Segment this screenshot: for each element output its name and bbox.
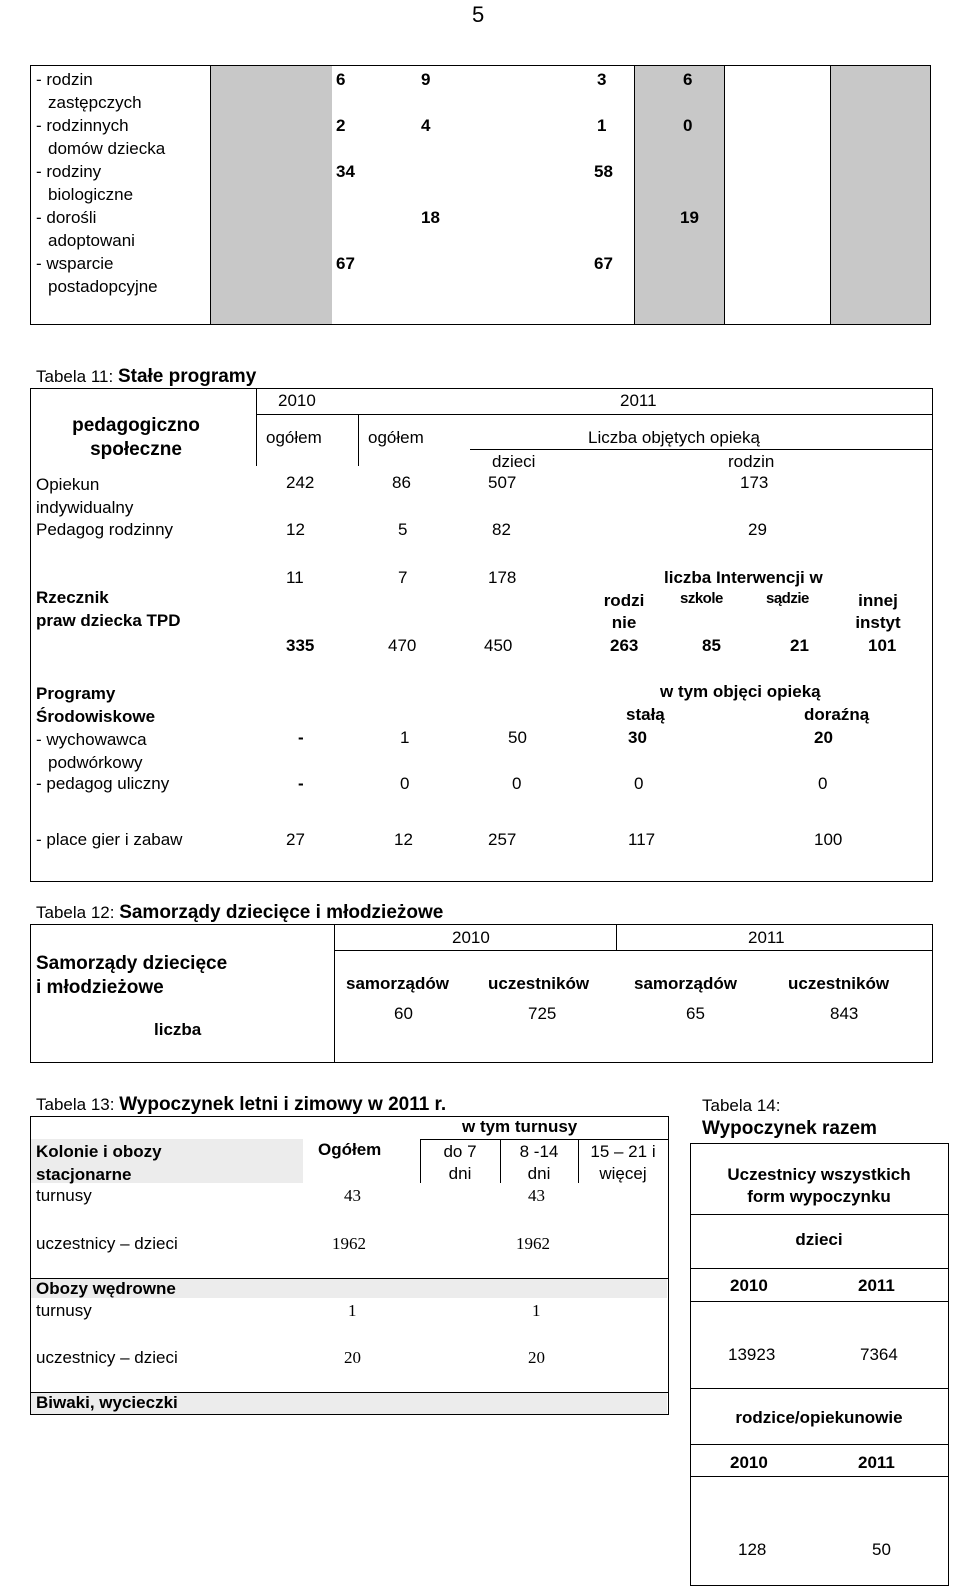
cell-value: 7 bbox=[398, 568, 408, 587]
head-line: społeczne bbox=[90, 439, 182, 460]
label-line: Kolonie i obozy bbox=[36, 1142, 162, 1161]
cell-value: 507 bbox=[488, 473, 517, 492]
cell-value: - bbox=[298, 728, 304, 747]
label-line: Rzecznik bbox=[36, 588, 109, 607]
label-line: - wychowawca bbox=[36, 730, 147, 749]
kolonie-label bbox=[36, 1140, 162, 1186]
cell-value: - bbox=[298, 774, 304, 793]
cell-value: 100 bbox=[814, 830, 843, 849]
cell-value: 0 bbox=[818, 774, 828, 793]
col-rodzinie bbox=[596, 590, 652, 634]
t12-liczba: liczba bbox=[154, 1020, 202, 1039]
cell-value: 85 bbox=[702, 636, 721, 655]
label-line: Uczestnicy wszystkich bbox=[727, 1165, 911, 1184]
label-line: Środowiskowe bbox=[36, 707, 156, 726]
label-line: dni bbox=[527, 1164, 551, 1183]
label-line: podwórkowy bbox=[48, 753, 143, 772]
cell-value: 27 bbox=[286, 830, 305, 849]
cell-value: 11 bbox=[286, 568, 304, 587]
objeci-opieka: w tym objęci opieką bbox=[660, 682, 821, 701]
year-cell: 2010 bbox=[730, 1453, 768, 1472]
head-line: pedagogiczno bbox=[72, 415, 200, 436]
label-line: 8 -14 bbox=[519, 1142, 559, 1161]
cell-value: 450 bbox=[484, 636, 513, 655]
cell-value: 13923 bbox=[728, 1345, 776, 1364]
t12-caption bbox=[36, 902, 443, 924]
label: domów dziecka bbox=[48, 139, 166, 158]
caption-title: Wypoczynek razem bbox=[702, 1118, 877, 1139]
liczba-objetych: Liczba objętych opieką bbox=[588, 428, 761, 447]
cell-value: 43 bbox=[344, 1186, 361, 1205]
t13-caption bbox=[36, 1094, 446, 1116]
caption-title: Stałe programy bbox=[117, 366, 257, 387]
col-header: uczestników bbox=[488, 974, 590, 993]
label-line: więcej bbox=[599, 1164, 647, 1183]
label-line: innej bbox=[858, 591, 898, 610]
year-2010: 2010 bbox=[452, 928, 490, 947]
cell-value: 3 bbox=[597, 70, 607, 89]
label: - wsparcie bbox=[36, 254, 114, 273]
row-turnusy: turnusy bbox=[36, 1301, 92, 1320]
col-rodzin: rodzin bbox=[728, 452, 775, 471]
col-header: samorządów bbox=[634, 974, 737, 993]
caption-prefix: Tabela 11: bbox=[36, 367, 114, 386]
year-2011: 2011 bbox=[748, 928, 785, 947]
col-do7 bbox=[420, 1141, 500, 1185]
gray-cell bbox=[210, 66, 332, 324]
cell-value: 20 bbox=[344, 1348, 361, 1367]
label: - rodziny bbox=[36, 162, 102, 181]
rodzice-header: rodzice/opiekunowie bbox=[735, 1408, 903, 1427]
col-stala: stałą bbox=[626, 705, 665, 724]
cell-value: 1962 bbox=[516, 1234, 550, 1253]
cell-value: 65 bbox=[686, 1004, 705, 1023]
cell-value: 58 bbox=[594, 162, 613, 181]
t11-caption bbox=[36, 366, 256, 388]
label-line: rodzi bbox=[603, 591, 645, 610]
cell-value: 0 bbox=[683, 116, 693, 135]
cell-value: 20 bbox=[528, 1348, 545, 1367]
label-line: praw dziecka TPD bbox=[36, 611, 181, 630]
cell-value: 0 bbox=[512, 774, 522, 793]
col-innej bbox=[848, 590, 908, 634]
cell-value: 178 bbox=[488, 568, 517, 587]
uczestnicy-header bbox=[690, 1164, 948, 1208]
cell-value: 257 bbox=[488, 830, 517, 849]
col-8-14 bbox=[500, 1141, 578, 1185]
cell-value: 29 bbox=[748, 520, 767, 539]
cell-value: 128 bbox=[738, 1540, 767, 1559]
cell-value: 34 bbox=[336, 162, 355, 181]
cell-value: 60 bbox=[394, 1004, 413, 1023]
label: - rodzinnych bbox=[36, 116, 129, 135]
cell-value: 1 bbox=[532, 1301, 541, 1320]
label: zastępczych bbox=[48, 93, 142, 112]
label-line: form wypoczynku bbox=[747, 1187, 891, 1206]
label-line: do 7 bbox=[443, 1142, 477, 1161]
dzieci-header: dzieci bbox=[795, 1230, 843, 1249]
year-2010: 2010 bbox=[278, 391, 316, 410]
head-line: i młodzieżowe bbox=[36, 977, 164, 998]
cell-value: 1 bbox=[597, 116, 607, 135]
col-szkole: szkole bbox=[680, 590, 723, 607]
cell-value: 20 bbox=[814, 728, 833, 747]
t14-caption bbox=[702, 1096, 877, 1140]
caption-prefix: Tabela 13: bbox=[36, 1095, 115, 1114]
cell-value: 101 bbox=[868, 636, 897, 655]
caption-prefix: Tabela 14: bbox=[702, 1096, 781, 1115]
label-line: stacjonarne bbox=[36, 1165, 132, 1184]
col-dorazna: doraźną bbox=[804, 705, 870, 724]
year-cell: 2010 bbox=[730, 1276, 768, 1295]
label: - rodzin bbox=[36, 70, 93, 89]
label: - dorośli bbox=[36, 208, 97, 227]
cell-value: 173 bbox=[740, 473, 769, 492]
label-line: indywidualny bbox=[36, 498, 134, 517]
w-tym-turnusy: w tym turnusy bbox=[462, 1117, 578, 1136]
cell-value: 0 bbox=[400, 774, 410, 793]
obozy-label: Obozy wędrowne bbox=[36, 1279, 176, 1298]
cell-value: 843 bbox=[830, 1004, 859, 1023]
row-pedagog-uliczny-label: - pedagog uliczny bbox=[36, 774, 170, 793]
row-uczestnicy: uczestnicy – dzieci bbox=[36, 1234, 178, 1253]
year-cell: 2011 bbox=[858, 1453, 895, 1472]
cell-value: 242 bbox=[286, 473, 315, 492]
caption-title: Wypoczynek letni i zimowy w 2011 r. bbox=[119, 1094, 447, 1115]
label-line: dni bbox=[448, 1164, 472, 1183]
cell-value: 67 bbox=[594, 254, 613, 273]
cell-value: 6 bbox=[683, 70, 693, 89]
cell-value: 67 bbox=[336, 254, 355, 273]
col-15-21 bbox=[578, 1141, 668, 1185]
cell-value: 86 bbox=[392, 473, 411, 492]
cell-value: 5 bbox=[398, 520, 408, 539]
cell-value: 9 bbox=[421, 70, 431, 89]
col-ogolem: Ogółem bbox=[318, 1140, 382, 1159]
cell-value: 6 bbox=[336, 70, 346, 89]
page-number: 5 bbox=[472, 2, 485, 27]
row-opiekun-label bbox=[36, 473, 133, 519]
label-line: Opiekun bbox=[36, 475, 100, 494]
row-programy-label bbox=[36, 682, 155, 774]
row-pedagog-label: Pedagog rodzinny bbox=[36, 520, 174, 539]
cell-value: 50 bbox=[872, 1540, 891, 1559]
cell-value: 1962 bbox=[332, 1234, 366, 1253]
cell-value: 43 bbox=[528, 1186, 545, 1205]
label: biologiczne bbox=[48, 185, 134, 204]
cell-value: 19 bbox=[680, 208, 699, 227]
cell-value: 12 bbox=[394, 830, 413, 849]
label: adoptowani bbox=[48, 231, 135, 250]
row-turnusy: turnusy bbox=[36, 1186, 92, 1205]
gray-cell bbox=[830, 66, 930, 324]
ogolem-2011: ogółem bbox=[368, 428, 424, 447]
cell-value: 1 bbox=[348, 1301, 357, 1320]
head-line: Samorządy dziecięce bbox=[36, 953, 228, 974]
cell-value: 117 bbox=[628, 830, 656, 849]
biwaki-label: Biwaki, wycieczki bbox=[36, 1393, 178, 1412]
liczba-interwencji: liczba Interwencji w bbox=[664, 568, 823, 587]
year-cell: 2011 bbox=[858, 1276, 895, 1295]
cell-value: 335 bbox=[286, 636, 315, 655]
cell-value: 50 bbox=[508, 728, 527, 747]
cell-value: 4 bbox=[421, 116, 431, 135]
col-sadzie: sądzie bbox=[766, 590, 809, 607]
col-dzieci: dzieci bbox=[492, 452, 536, 471]
cell-value: 470 bbox=[388, 636, 417, 655]
cell-value: 18 bbox=[421, 208, 440, 227]
t12-head bbox=[36, 952, 227, 1000]
col-header: uczestników bbox=[788, 974, 890, 993]
label-line: nie bbox=[611, 613, 637, 632]
cell-value: 0 bbox=[634, 774, 644, 793]
label-line: 15 – 21 i bbox=[590, 1142, 656, 1161]
gray-cell bbox=[634, 66, 724, 324]
col-header: samorządów bbox=[346, 974, 449, 993]
caption-prefix: Tabela 12: bbox=[36, 903, 115, 922]
top-table-labels bbox=[36, 68, 165, 298]
cell-value: 2 bbox=[336, 116, 346, 135]
cell-value: 30 bbox=[628, 728, 647, 747]
cell-value: 21 bbox=[790, 636, 809, 655]
t11-head-label bbox=[30, 414, 242, 462]
cell-value: 263 bbox=[610, 636, 639, 655]
ogolem-2010: ogółem bbox=[266, 428, 322, 447]
row-uczestnicy: uczestnicy – dzieci bbox=[36, 1348, 178, 1367]
label: postadopcyjne bbox=[48, 277, 158, 296]
cell-value: 725 bbox=[528, 1004, 557, 1023]
cell-value: 12 bbox=[286, 520, 305, 539]
cell-value: 7364 bbox=[860, 1345, 898, 1364]
caption-title: Samorządy dziecięce i młodzieżowe bbox=[119, 902, 444, 923]
label-line: Programy bbox=[36, 684, 116, 703]
cell-value: 1 bbox=[400, 728, 410, 747]
cell-value: 82 bbox=[492, 520, 511, 539]
row-rzecznik-label bbox=[30, 586, 236, 632]
year-2011: 2011 bbox=[620, 391, 657, 410]
label-line: instyt bbox=[855, 613, 901, 632]
row-place-label: - place gier i zabaw bbox=[36, 830, 183, 849]
